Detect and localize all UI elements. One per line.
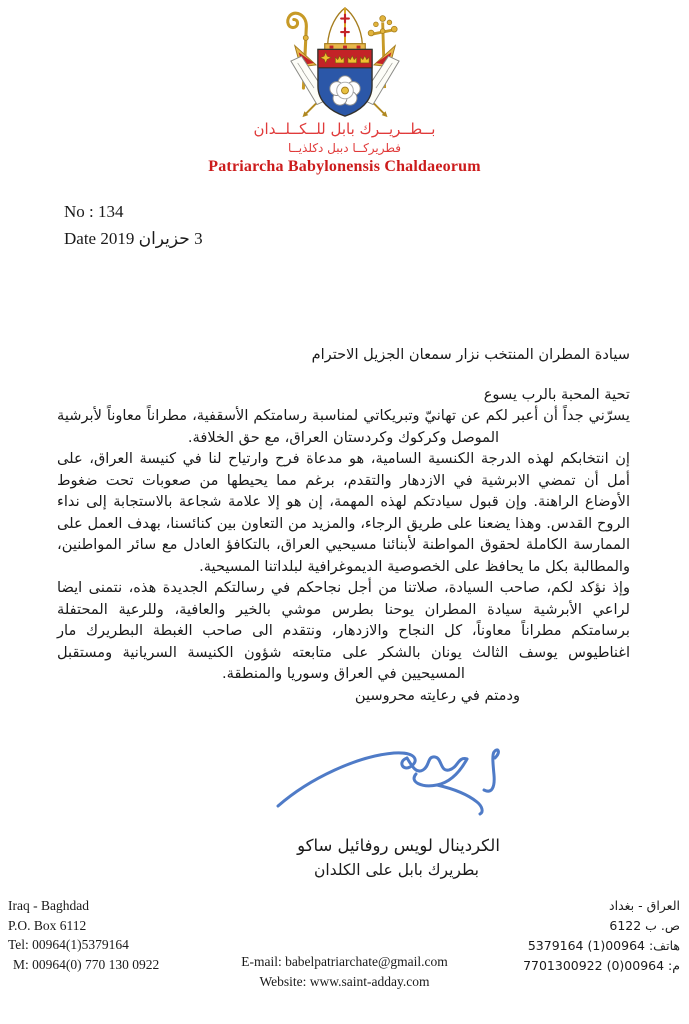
header-title-arabic: بــطــريــرك بابل للــكــلــدان	[253, 120, 436, 138]
paragraph-2: إن انتخابكم لهذه الدرجة الكنسية السامية، هو مدعاة فرح وارتياح لنا في كنيسة العراق، على أمل أن تمضي الابرشية في الازدهار والتقدم، برغم مما يحيطها من صعوبات تحت ضغوط الأوضاع الراهنة. وإن قبول سيادتكم لهذه المهمة، إن هو إلا علامة شجاعة بالاستجابة إلى نداء الروح القدس. وهذا يضعنا على طريق الرجاء، والمزيد من التعاون بين كنائسنا، بهدف العمل على الممارسة الكاملة لحقوق المواطنة لأبنائنا مسيحيي العراق، بالتكافؤ العادل مع سائر المواطنين، والمطالبة بكل ما يحافظ على الخصوصية الديموغرافية لبلداتنا المسيحية.	[57, 450, 630, 575]
letter-body	[57, 344, 630, 706]
coat-of-arms-icon	[267, 5, 423, 119]
header-subtitle-garshuni: فطريركــا دببل دكلذيــا	[288, 141, 401, 155]
reference-block	[64, 198, 203, 252]
footer-pobox-ar: ص. ب 6122	[609, 918, 680, 933]
signatory-title: بطريرك بابل على الكلدان	[314, 861, 479, 879]
footer-tel-en: Tel: 00964(1)5379164	[8, 937, 129, 952]
paragraph-3: وإذ نؤكد لكم، صاحب السيادة، صلاتنا من أجل نجاحكم في رسالتكم الجديدة هذه، نتمنى ايضا لراعي الأبرشية سيادة المطران يوحنا بطرس موشي بالخير والعافية، وللرعية المحتفلة برسامتكم مطراناً معاوناً، كل النجاح والازدهار، ونتقدم الى صاحب الغبطة البطريرك مار اغناطيوس يوسف الثالث يونان بالشكر على متابعته شؤون الكنيسة السريانية ومستقبل المسيحيين في العراق وسوريا والمنطقة.	[57, 579, 630, 682]
footer-country-en: Iraq - Baghdad	[8, 898, 89, 913]
footer-country-ar: العراق - بغداد	[609, 898, 680, 913]
footer-pobox-en: P.O. Box 6112	[8, 917, 87, 933]
footer-tel-ar: هاتف: 00964(1) 5379164	[527, 938, 680, 953]
salutation-line: سيادة المطران المنتخب نزار سمعان الجزيل الاحترام	[311, 346, 630, 363]
footer-mobile-en: M: 00964(0) 770 130 0922	[13, 956, 160, 972]
date-value: 3 حزيران 2019	[100, 229, 203, 248]
patriarchate-crest-emblem	[267, 5, 423, 124]
letter-date	[64, 225, 203, 252]
date-label: Date	[64, 229, 97, 248]
footer-website: Website: www.saint-adday.com	[259, 973, 430, 989]
letter-number: No : 134	[64, 202, 124, 221]
footer-email: E-mail: babelpatriarchate@gmail.com	[241, 954, 448, 969]
signatory-name: الكردينال لويس روفائيل ساكو	[297, 836, 500, 855]
closing-line: ودمتم في رعايته محروسين	[354, 686, 520, 704]
signature-ink	[270, 744, 508, 833]
header-title-latin: Patriarcha Babylonensis Chaldaeorum	[208, 158, 481, 175]
paragraph-1: يسرّني جداً أن أعبر لكم عن تهانيّ وتبريكاتي لمناسبة رسامتكم الأسقفية، مطراناً معاوناً لأبرشية الموصل وكركوك وكردستان العراق، مع حق الخلافة.	[57, 407, 630, 446]
greeting-line: تحية المحبة بالرب يسوع	[483, 385, 630, 403]
footer-contact-center	[0, 952, 689, 991]
footer-mobile-ar: م: 00964(0) 7701300922	[523, 958, 680, 973]
signature-scrawl-icon	[270, 744, 508, 828]
